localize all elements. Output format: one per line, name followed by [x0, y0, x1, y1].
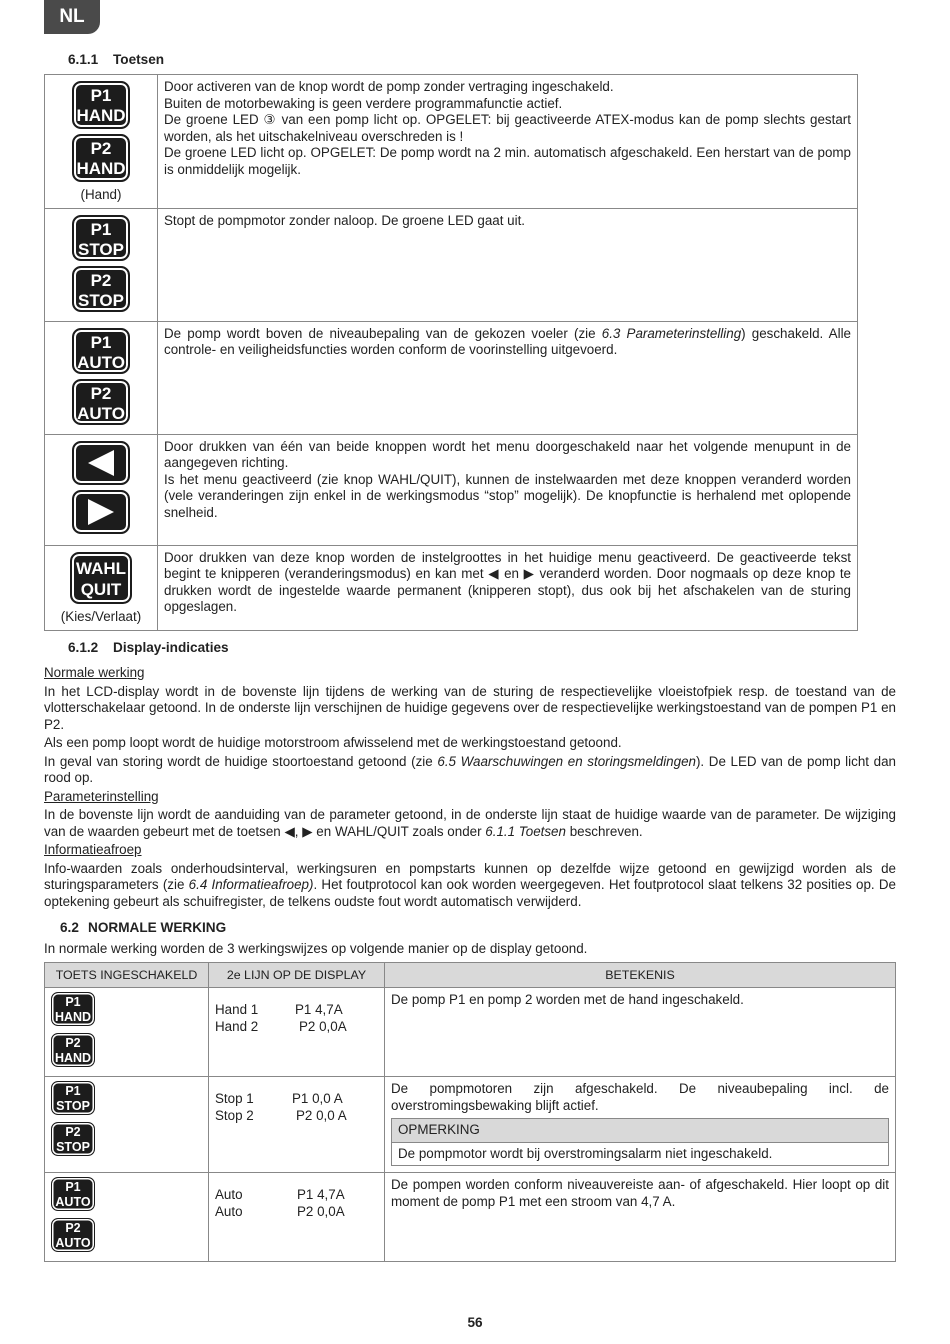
led-number-icon: ③	[263, 112, 277, 127]
table-row	[45, 1077, 896, 1173]
keys-row-stop	[45, 208, 858, 321]
modes-header-row	[45, 963, 896, 988]
key-cell	[45, 1077, 209, 1173]
p2-hand-key-icon: P2 HAND	[72, 134, 130, 182]
p1-auto-key-icon: P1 AUTO	[51, 1177, 95, 1211]
arrow-right-key-icon	[72, 490, 130, 534]
section-6-1-1-heading	[68, 52, 164, 69]
p1-hand-key-icon: P1 HAND	[51, 992, 95, 1026]
paragraph: In het LCD-display wordt in de bovenste lijn tijdens de werking van de sturing de respectievelijke vloeistofpiek resp. de toestand van de vlotterschakelaar getoond. In de onderste lijn verschijnen de huidige gegevens over de respectievelijke werkingstoestand van de pompen P1 en P2.	[44, 683, 896, 732]
keys-table	[44, 74, 858, 631]
display-indications-text	[44, 665, 896, 912]
section-6-2-heading: 6.2 NORMALE WERKING	[60, 920, 227, 935]
section-6-1-2-heading	[68, 640, 229, 657]
hand-description: Door activeren van de knop wordt de pomp zonder vertraging ingeschakeld. Buiten de motorbewaking is geen verdere programmafunctie actief. De groene LED ③ van een pomp licht op. OPGELET: bij geactiveerde ATEX-modus kan de pomp slechts gestart worden, als het uitschakelniveau overschreden is ! De groene LED licht op. OPGELET: De pomp wordt na 2 min. automatisch afgeschakeld. Een herstart van de pomp is onmiddelijk mogelijk.	[158, 75, 858, 209]
wahl-description: Door drukken van deze knop worden de instelgroottes in het huidige menu geactiveerd. De geactiveerde tekst begint te knipperen (veranderingsmodus) en kan met ◀ en ▶ veranderd worden. Door nogmaals op deze knop te drukken wordt de ingestelde waarde permanent (knipperen stopt), dus ook bij het afschakelen van de sturing opgeslagen.	[158, 545, 858, 630]
page-number: 56	[467, 1315, 483, 1330]
keys-row-arrows	[45, 434, 858, 545]
key-cell	[45, 1173, 209, 1262]
note-heading: OPMERKING	[392, 1119, 888, 1143]
hand-caption: (Hand)	[80, 187, 122, 202]
information-request-heading: Informatieafroep	[44, 842, 142, 857]
modes-table	[44, 962, 896, 1262]
column-header: BETEKENIS	[385, 963, 896, 988]
meaning-cell: De pompmotoren zijn afgeschakeld. De niveaubepaling incl. de overstromingsbewaking blijft actief. OPMERKING De pompmotor wordt bij overstromingsalarm niet ingeschakeld.	[385, 1077, 896, 1173]
section-number: 6.1.1	[68, 52, 99, 67]
paragraph: Info-waarden zoals onderhoudsinterval, werkingsuren en pompstarts kunnen op dezelfde wijze getoond en gewijzigd worden als de sturingsparameters (zie 6.4 Informatieafroep). Het foutprotocol kan ook worden weergegeven. Het foutprotocol slaat telkens 32 posities op. De optekening gebeurt als schuifregister, de telkens oudste fout wordt automatisch verwijderd.	[44, 860, 896, 909]
display-cell: Stop 1 P1 0,0 A Stop 2 P2 0,0 A	[209, 1077, 385, 1173]
hand-keys-cell	[45, 75, 158, 209]
section-title: Toetsen	[113, 52, 165, 67]
wahl-key-cell	[45, 545, 158, 630]
note-body: De pompmotor wordt bij overstromingsalarm niet ingeschakeld.	[398, 1145, 773, 1161]
key-cell	[45, 988, 209, 1077]
meaning-cell: De pomp P1 en pomp 2 worden met de hand ingeschakeld.	[385, 988, 896, 1077]
p2-stop-key-icon: P2 STOP	[51, 1122, 95, 1156]
stop-keys-cell	[45, 208, 158, 321]
table-row	[45, 1173, 896, 1262]
p1-hand-key-icon: P1 HAND	[72, 81, 130, 129]
p2-auto-key-icon: P2 AUTO	[72, 379, 130, 425]
arrow-keys-cell	[45, 434, 158, 545]
right-triangle-icon: ▶	[523, 566, 535, 581]
p1-stop-key-icon: P1 STOP	[51, 1081, 95, 1115]
auto-keys-cell	[45, 321, 158, 434]
paragraph: Als een pomp loopt wordt de huidige motorstroom afwisselend met de werkingstoestand getoond.	[44, 735, 622, 750]
p2-auto-key-icon: P2 AUTO	[51, 1218, 95, 1252]
p2-stop-key-icon: P2 STOP	[72, 266, 130, 312]
keys-row-wahl	[45, 545, 858, 630]
table-row	[45, 988, 896, 1077]
keys-row-auto	[45, 321, 858, 434]
section-6-2-intro: In normale werking worden de 3 werkingswijzes op volgende manier op de display getoond.	[44, 941, 588, 956]
column-header: 2e LIJN OP DE DISPLAY	[209, 963, 385, 988]
meaning-cell: De pompen worden conform niveauvereiste aan- of afgeschakeld. Hier loopt op dit moment de pomp P1 met een stroom van 4,7 A.	[385, 1173, 896, 1262]
display-cell: Auto P1 4,7A Auto P2 0,0A	[209, 1173, 385, 1262]
arrows-description: Door drukken van één van beide knoppen wordt het menu doorgeschakeld naar het volgende menupunt in de aangegeven richting. Is het menu geactiveerd (zie knop WAHL/QUIT), kunnen de instelwaarden met deze knoppen veranderd worden (vele veranderingen zijn enkel in de werkingsmodus “stop” mogelijk). De knopfunctie is herhalend met oplopende snelheid.	[158, 434, 858, 545]
auto-description: De pomp wordt boven de niveaubepaling van de gekozen voeler (zie 6.3 Parameterinstelling) geschakeld. Alle controle- en veiligheidsfuncties worden conform de voorinstelling uitgevoerd.	[158, 321, 858, 434]
p1-stop-key-icon: P1 STOP	[72, 215, 130, 261]
p1-auto-key-icon: P1 AUTO	[72, 328, 130, 374]
normal-operation-heading: Normale werking	[44, 665, 145, 680]
section-title: Display-indicaties	[113, 640, 229, 655]
wahl-caption: (Kies/Verlaat)	[60, 608, 142, 624]
p2-hand-key-icon: P2 HAND	[51, 1033, 95, 1067]
paragraph: In geval van storing wordt de huidige stoortoestand getoond (zie 6.5 Waarschuwingen en storingsmeldingen). De LED van de pomp licht dan rood op.	[44, 753, 896, 785]
wahl-quit-key-icon: WAHL QUIT	[70, 552, 132, 604]
stop-description: Stopt de pompmotor zonder naloop. De groene LED gaat uit.	[158, 208, 858, 321]
parameter-setting-heading: Parameterinstelling	[44, 788, 159, 804]
keys-row-hand	[45, 75, 858, 209]
paragraph: In de bovenste lijn wordt de aanduiding van de parameter getoond, in de onderste lijn staat de huidige waarde van de parameter. De wijziging van de waarden gebeurt met de toetsen ◀, ▶ en WAHL/QUIT zoals onder 6.1.1 Toetsen beschreven.	[44, 807, 896, 839]
arrow-left-key-icon	[72, 441, 130, 485]
display-cell: Hand 1 P1 4,7A Hand 2 P2 0,0A	[209, 988, 385, 1077]
left-triangle-icon: ◀	[488, 566, 500, 581]
column-header: TOETS INGESCHAKELD	[45, 963, 209, 988]
note-box	[391, 1118, 889, 1166]
language-tab: NL	[44, 0, 100, 34]
section-number: 6.1.2	[68, 640, 99, 655]
